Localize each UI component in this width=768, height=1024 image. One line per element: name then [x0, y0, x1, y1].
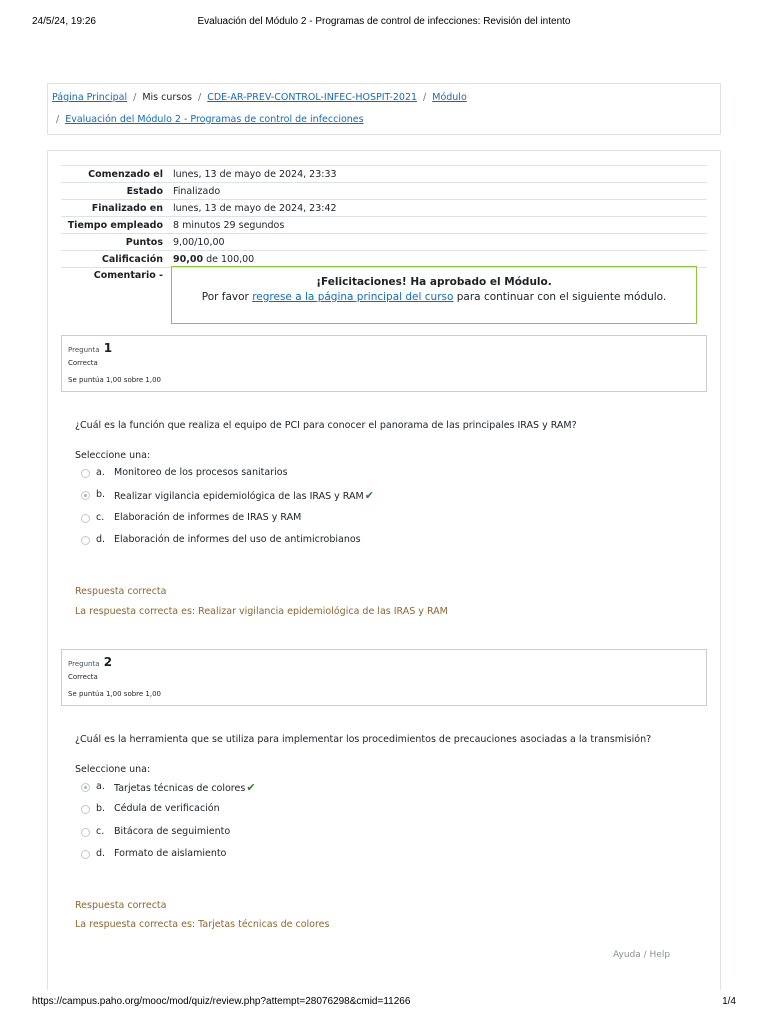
- radio-button-selected: [81, 783, 90, 792]
- summary-value: 9,00/10,00: [167, 234, 707, 251]
- option-letter: d.: [96, 534, 106, 545]
- radio-button: [81, 536, 90, 545]
- breadcrumb-course-link[interactable]: CDE-AR-PREV-CONTROL-INFEC-HOSPIT-2021: [207, 92, 418, 103]
- question-text: ¿Cuál es la herramienta que se utiliza para implementar los procedimientos de precauciones asociadas a la transmisión?: [75, 734, 652, 745]
- option-text: Bitácora de seguimiento: [114, 826, 231, 837]
- summary-label: Calificación: [61, 251, 167, 268]
- option-text: Elaboración de informes de IRAS y RAM: [114, 512, 302, 523]
- option-letter: b.: [96, 489, 106, 500]
- summary-value: lunes, 13 de mayo de 2024, 23:33: [167, 166, 707, 183]
- breadcrumb: [47, 83, 721, 135]
- overall-feedback-box: [171, 266, 697, 324]
- question-label: Pregunta: [68, 346, 100, 354]
- option-letter: c.: [96, 826, 105, 837]
- question-info-box: [61, 335, 707, 392]
- breadcrumb-row: [52, 92, 467, 103]
- radio-button: [81, 850, 90, 859]
- question-number: [68, 341, 112, 355]
- summary-value: [167, 251, 707, 268]
- summary-label: Estado: [61, 183, 167, 200]
- feedback-text-after: para continuar con el siguiente módulo.: [456, 291, 667, 303]
- question-info-box: [61, 649, 707, 706]
- breadcrumb-my-courses: Mis cursos: [142, 92, 193, 103]
- breadcrumb-home-link[interactable]: Página Principal: [52, 92, 128, 103]
- breadcrumb-row: [56, 114, 364, 125]
- radio-button: [81, 805, 90, 814]
- question-number-value: 2: [103, 655, 113, 669]
- option-text: [114, 781, 256, 794]
- option-text: Formato de aislamiento: [114, 848, 227, 859]
- option-text: Elaboración de informes del uso de antimicrobianos: [114, 534, 361, 545]
- right-answer: La respuesta correcta es: Tarjetas técnicas de colores: [75, 919, 330, 930]
- breadcrumb-separator: /: [56, 114, 60, 125]
- question-state: Correcta: [68, 359, 98, 367]
- help-link[interactable]: Ayuda / Help: [613, 950, 671, 960]
- option-letter: c.: [96, 512, 105, 523]
- summary-row-grade: [61, 251, 707, 268]
- print-header: [32, 16, 736, 30]
- radio-button: [81, 469, 90, 478]
- summary-value: lunes, 13 de mayo de 2024, 23:42: [167, 200, 707, 217]
- correct-check-icon: ✔: [246, 781, 256, 794]
- question-feedback: Respuesta correcta: [75, 900, 167, 911]
- radio-button: [81, 514, 90, 523]
- print-datetime: 24/5/24, 19:26: [32, 16, 96, 27]
- print-url: https://campus.paho.org/mooc/mod/quiz/review.php?attempt=28076298&cmid=11266: [32, 996, 411, 1007]
- question-feedback: Respuesta correcta: [75, 586, 167, 597]
- question-state: Correcta: [68, 673, 98, 681]
- summary-row: [61, 234, 707, 251]
- radio-button: [81, 828, 90, 837]
- option-text: Monitoreo de los procesos sanitarios: [114, 467, 288, 478]
- summary-label: Tiempo empleado: [61, 217, 167, 234]
- feedback-text-before: Por favor: [201, 291, 249, 303]
- option-text-label: Realizar vigilancia epidemiológica de las IRAS y RAM: [114, 491, 364, 502]
- question-grade: Se puntúa 1,00 sobre 1,00: [68, 690, 162, 698]
- option-letter: a.: [96, 467, 105, 478]
- question-prompt: Seleccione una:: [75, 764, 151, 775]
- course-home-link[interactable]: regrese a la página principal del curso: [252, 291, 454, 303]
- option-text: Cédula de verificación: [114, 803, 220, 814]
- print-footer: [32, 996, 736, 1010]
- summary-label: Comentario -: [61, 268, 167, 328]
- grade-value: 90,00: [173, 253, 204, 265]
- breadcrumb-separator: /: [423, 92, 427, 103]
- summary-label: Finalizado en: [61, 200, 167, 217]
- breadcrumb-separator: /: [198, 92, 202, 103]
- grade-max: de 100,00: [206, 253, 255, 265]
- option-letter: d.: [96, 848, 106, 859]
- radio-button-selected: [81, 491, 90, 500]
- summary-label: Puntos: [61, 234, 167, 251]
- summary-row: [61, 200, 707, 217]
- summary-label: Comenzado el: [61, 166, 167, 183]
- option-letter: a.: [96, 781, 105, 792]
- question-number-value: 1: [103, 341, 113, 355]
- breadcrumb-module-link[interactable]: Módulo: [432, 92, 467, 103]
- summary-value: 8 minutos 29 segundos: [167, 217, 707, 234]
- question-grade: Se puntúa 1,00 sobre 1,00: [68, 376, 162, 384]
- question-text: ¿Cuál es la función que realiza el equipo de PCI para conocer el panorama de las principales IRAS y RAM?: [75, 420, 577, 431]
- breadcrumb-separator: /: [133, 92, 137, 103]
- summary-row: [61, 166, 707, 183]
- option-text-label: Tarjetas técnicas de colores: [114, 783, 246, 794]
- question-label: Pregunta: [68, 660, 100, 668]
- correct-check-icon: ✔: [364, 489, 374, 502]
- print-title: Evaluación del Módulo 2 - Programas de control de infecciones: Revisión del intento: [197, 16, 571, 27]
- question-prompt: Seleccione una:: [75, 450, 151, 461]
- summary-value: Finalizado: [167, 183, 707, 200]
- right-answer: La respuesta correcta es: Realizar vigilancia epidemiológica de las IRAS y RAM: [75, 606, 448, 617]
- breadcrumb-quiz-link[interactable]: Evaluación del Módulo 2 - Programas de control de infecciones: [65, 114, 364, 125]
- summary-row: [61, 183, 707, 200]
- option-letter: b.: [96, 803, 106, 814]
- summary-row: [61, 217, 707, 234]
- feedback-text: [172, 291, 696, 303]
- print-page-number: 1/4: [722, 996, 736, 1007]
- feedback-title: ¡Felicitaciones! Ha aprobado el Módulo.: [316, 276, 552, 288]
- question-number: [68, 655, 112, 669]
- option-text: [114, 489, 374, 502]
